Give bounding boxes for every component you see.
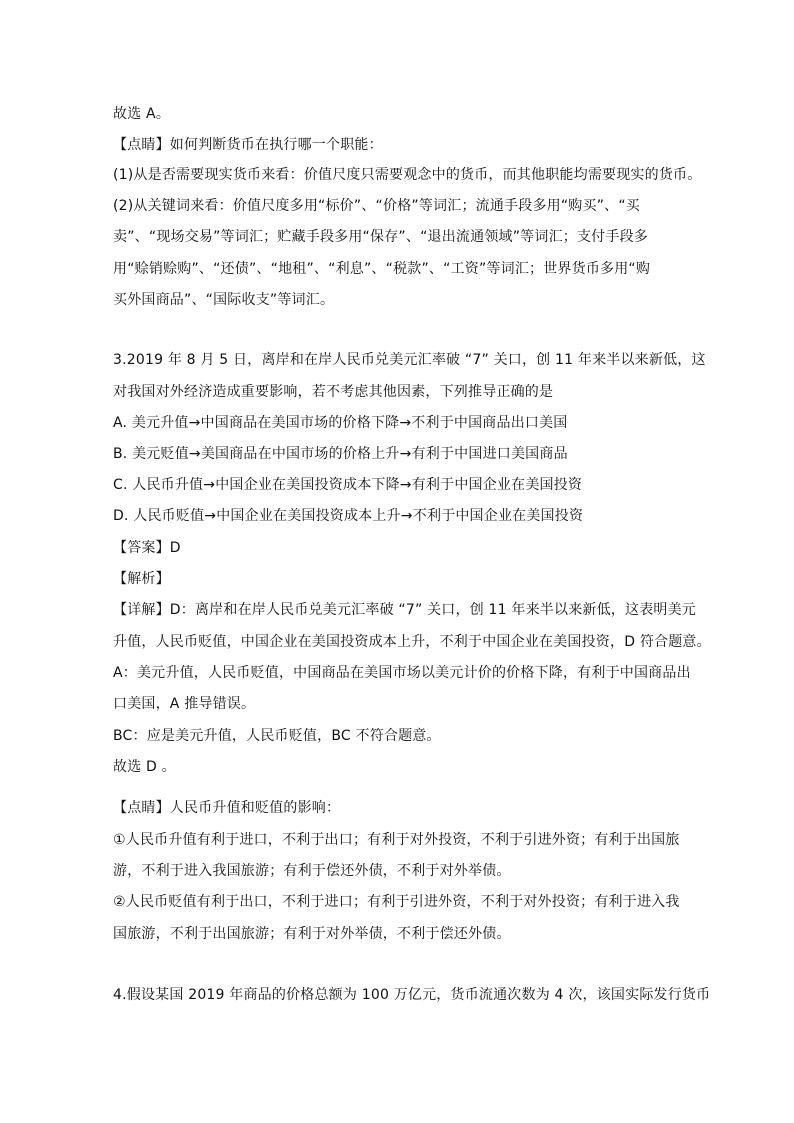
text-line: ①人民币升值有利于进口，不利于出口；有利于对外投资，不利于引进外资；有利于出国旅	[113, 832, 680, 848]
text-line: 故选 A。	[113, 106, 171, 122]
option-a: A. 美元升值→中国商品在美国市场的价格下降→不利于中国商品出口美国	[113, 415, 568, 431]
text-line: (2)从关键词来看：价值尺度多用“标价”、“价格”等词汇；流通手段多用“购买”、“买	[113, 198, 640, 214]
text-line: A：美元升值，人民币贬值，中国商品在美国市场以美元计价的价格下降，有利于中国商品出	[113, 665, 691, 681]
text-line: 用“赊销赊购”、“还债”、“地租”、“利息”、“税款”、“工资”等词汇；世界货币多用“购	[113, 261, 651, 277]
text-line: 买外国商品”、“国际收支”等词汇。	[113, 292, 335, 308]
text-line: 【详解】D：离岸和在岸人民币兑美元汇率破 “7” 关口，创 11 年来半以来新低，这表明美元	[113, 602, 697, 618]
text-line: 游，不利于进入我国旅游；有利于偿还外债，不利于对外举债。	[113, 863, 511, 879]
text-line: 故选 D 。	[113, 759, 176, 775]
question-3-stem: 对我国对外经济造成重要影响，若不考虑其他因素，下列推导正确的是	[113, 384, 554, 400]
answer-line: 【答案】D	[113, 540, 181, 556]
question-4-stem: 4.假设某国 2019 年商品的价格总额为 100 万亿元，货币流通次数为 4 次，该国实际发行货币	[113, 987, 711, 1003]
text-line: 升值，人民币贬值，中国企业在美国投资成本上升，不利于中国企业在美国投资，D 符合题意。	[113, 634, 711, 650]
text-line: ②人民币贬值有利于出口，不利于进口；有利于引进外资，不利于对外投资；有利于进入我	[113, 894, 680, 910]
text-line: 口美国，A 推导错误。	[113, 696, 256, 712]
text-line: BC：应是美元升值，人民币贬值，BC 不符合题意。	[113, 728, 441, 744]
option-b: B. 美元贬值→美国商品在中国市场的价格上升→有利于中国进口美国商品	[113, 446, 568, 462]
text-line: 【点睛】如何判断货币在执行哪一个职能：	[113, 137, 383, 153]
analysis-heading: 【解析】	[113, 571, 170, 587]
text-line: (1)从是否需要现实货币来看：价值尺度只需要观念中的货币，而其他职能均需要现实的货币。	[113, 167, 702, 183]
text-line: 卖”、“现场交易”等词汇；贮藏手段多用“保存”、“退出流通领域”等词汇；支付手段多	[113, 229, 648, 245]
option-c: C. 人民币升值→中国企业在美国投资成本下降→有利于中国企业在美国投资	[113, 477, 583, 493]
text-line: 国旅游，不利于出国旅游；有利于对外举债，不利于偿还外债。	[113, 926, 511, 942]
question-3-stem: 3.2019 年 8 月 5 日，离岸和在岸人民币兑美元汇率破 “7” 关口，创 11 年来半以来新低，这	[113, 352, 706, 368]
text-line: 【点睛】人民币升值和贬值的影响：	[113, 800, 341, 816]
option-d: D. 人民币贬值→中国企业在美国投资成本上升→不利于中国企业在美国投资	[113, 508, 584, 524]
